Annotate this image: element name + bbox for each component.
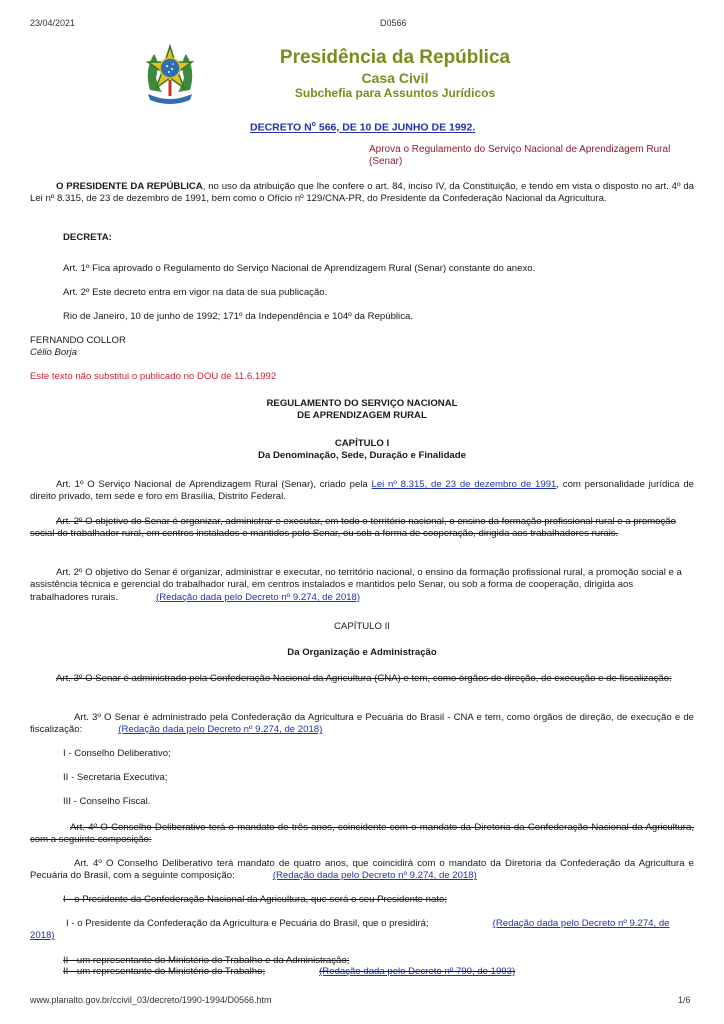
reg-art4-new [30,858,694,883]
art3-item-2: II - Secretaria Executiva; [63,772,168,783]
art4-ii-old-2-text: II - um representante do Ministério do Trabalho; [63,966,266,977]
regulation-title-line1: REGULAMENTO DO SERVIÇO NACIONAL [266,398,458,409]
decree-title-sup: o [311,121,316,128]
reg-art2-new [30,567,694,604]
reg-art3-new-text: Art. 3º O Senar é administrado pela Confederação da Agricultura e Pecuária do Brasil - CNA e tem, como órgãos de direção, de execução e de fiscalização: [30,712,694,736]
decree-title-a: DECRETO N [250,121,312,134]
signer-president: FERNANDO COLLOR [30,335,126,346]
art3-item-3: III - Conselho Fiscal. [63,796,151,807]
decree-title-link[interactable] [250,121,475,134]
decreta-label: DECRETA: [63,232,112,243]
masthead-line3: Subchefia para Assuntos Jurídicos [294,86,496,100]
print-url: www.planalto.gov.br/ccivil_03/decreto/1990-1994/D0566.htm [30,995,272,1005]
masthead-line2: Casa Civil [361,70,429,86]
art4-ii-old-1: II - um representante do Ministério do Trabalho e da Administração; [63,955,350,966]
redacao-9274-link-4[interactable]: (Redação dada pelo Decreto nº 9.274, de 2018) [30,918,670,942]
art4-i-new [30,918,694,943]
reg-art3-old: Art. 3º O Senar é administrado pela Confederação Nacional da Agricultura (CNA) e tem, como órgãos de direção, de execução e de fiscalização: [56,673,672,684]
redacao-9274-link-3[interactable]: (Redação dada pelo Decreto nº 9.274, de 2018) [272,870,477,882]
decree-art2: Art. 2º Este decreto entra em vigor na data de sua publicação. [63,287,328,298]
art4-ii-old-2 [34,966,516,978]
signer-minister: Célio Borja [30,347,77,358]
reg-art3-new [30,712,694,737]
preamble-rest: , no uso da atribuição que lhe confere o art. 84, inciso IV, da Constituição, e tendo em vista o disposto no art. 4º da Lei nº 8.315, de 23 de dezembro de 1991, bem como o Ofício nº 129/CNA-PR, do Presidente da Confederação Nacional da Agricultura. [30,181,694,205]
decree-art1: Art. 1º Fica aprovado o Regulamento do Serviço Nacional de Aprendizagem Rural (Senar) constante do anexo. [63,263,536,274]
preamble [30,181,694,206]
chapter1-label: CAPÍTULO I [334,438,390,449]
print-page-number: 1/6 [678,995,691,1005]
regulation-title-line2: DE APRENDIZAGEM RURAL [297,410,427,421]
decree-title-b: 566, DE 10 DE JUNHO DE 1992. [315,121,476,134]
redacao-790-link[interactable]: (Redação dada pelo Decreto nº 790, de 1993) [319,966,516,977]
reg-art1 [30,479,694,504]
place-date: Rio de Janeiro, 10 de junho de 1992; 171º da Independência e 104º da República. [63,311,413,322]
print-title: D0566 [380,18,407,28]
masthead-line1: Presidência da República [279,47,511,68]
dou-notice: Este texto não substitui o publicado no DOU de 11.6.1992 [30,371,277,382]
reg-art2-old: Art. 2º O objetivo do Senar é organizar, administrar e executar, em todo o território nacional, o ensino da formação profissional rural e a promoção social do trabalhador rural, em centros instalados e mantidos pelo Senar, ou sob a forma de cooperação, dirigida aos trabalhadores rurais. [30,516,676,540]
chapter2-title: Da Organização e Administração [287,647,437,658]
reg-art4-new-text: Art. 4º O Conselho Deliberativo terá mandato de quatro anos, que coincidirá com o mandato da Diretoria da Confederação da Agricultura e Pecuária do Brasil, com a seguinte composição: [30,858,694,882]
chapter2-label: CAPÍTULO II [334,621,390,632]
art4-i-new-text: I - o Presidente da Confederação da Agricultura e Pecuária do Brasil, que o presidirá; [66,918,429,929]
reg-art1-a: Art. 1º O Serviço Nacional de Aprendizagem Rural (Senar), criado pela [56,479,372,490]
art4-i-old: I - o Presidente da Confederação Nacional da Agricultura, que será o seu Presidente nato; [63,894,447,905]
reg-art4-old: Art. 4º O Conselho Deliberativo terá o mandato de três anos, coincidente com o mandato da Diretoria da Confederação Nacional da Agricultura, com a seguinte composição: [30,822,694,846]
print-date: 23/04/2021 [30,18,76,28]
redacao-9274-link-1[interactable]: (Redação dada pelo Decreto nº 9.274, de 2018) [156,591,361,603]
art3-item-1: I - Conselho Deliberativo; [63,748,171,759]
preamble-bold: O PRESIDENTE DA REPÚBLICA [56,181,203,192]
reg-art1-b: , com personalidade jurídica de direito privado, tem sede e foro em Brasília, Distrito Federal. [30,479,694,503]
brazil-coat-of-arms-icon [140,40,200,110]
redacao-9274-link-2[interactable]: (Redação dada pelo Decreto nº 9.274, de 2018) [118,724,323,736]
ementa: Aprova o Regulamento do Serviço Nacional de Aprendizagem Rural (Senar) [369,144,671,167]
lei-8315-link[interactable]: Lei nº 8.315, de 23 de dezembro de 1991 [371,479,557,490]
reg-art2-new-text: Art. 2º O objetivo do Senar é organizar, administrar e executar, no território nacional, o ensino da formação profissional rural, a promoção social e a assistência técnica e gerencial do trabalhador rural, em centros instalados e mantidos pelo Senar, ou sob a forma de cooperação, dirigida aos trabalhadores rurais. [30,567,682,603]
chapter1-title: Da Denominação, Sede, Duração e Finalidade [258,450,466,461]
